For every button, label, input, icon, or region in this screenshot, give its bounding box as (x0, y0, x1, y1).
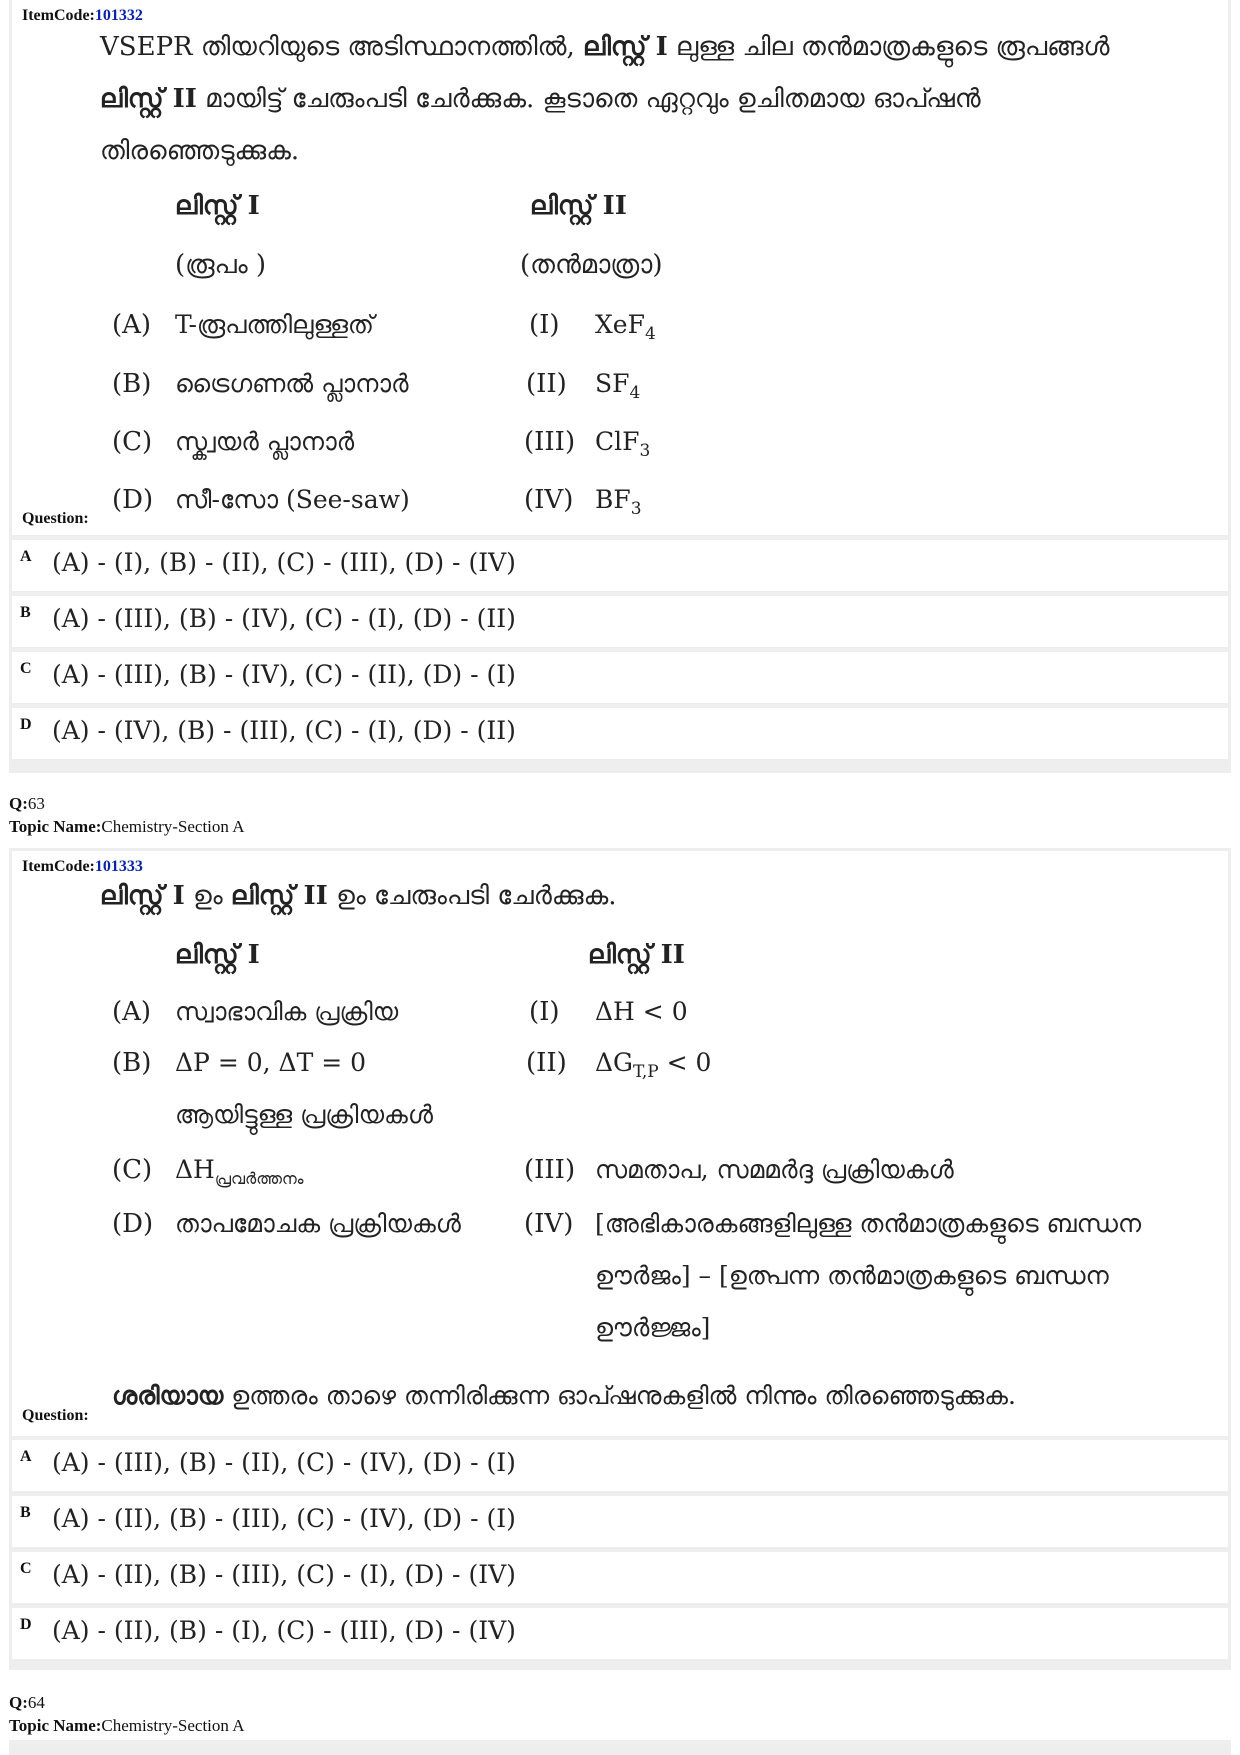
question-62-block (9, 0, 1231, 773)
option-c[interactable] (12, 652, 1228, 703)
option-letter: D (20, 716, 32, 733)
question-number: Q:64 (9, 1693, 45, 1712)
option-letter: B (20, 604, 31, 621)
list-1-header: ലിസ്റ്റ് I (175, 940, 260, 970)
list-1-subheader: (രൂപം ) (175, 250, 267, 280)
option-letter: D (20, 1616, 32, 1633)
topic-name: Topic Name:Chemistry-Section A (9, 817, 245, 836)
question-62-content: ItemCode:101332 VSEPR തിയറിയുടെ അടിസ്ഥാനത്തിൽ, ലിസ്റ്റ് I ലുള്ള ചില തൻമാത്രകളുടെ രൂപങ്ങൾ ലിസ്റ്റ് II മായിട്ട് ചേരുംപടി ചേർക്കുക. കൂടാതെ ഏറ്റവും ഉചിതമായ ഓപ്ഷൻ തിരഞ്ഞെടുക്കുക. ലിസ്റ്റ് I ലിസ്റ്റ് II (രൂപം ) (തൻമാത്രാ) (A) T-രൂപത്തിലുള്ളത് (I) XeF$_4$ (B) ട്രൈഗണൽ പ്ലാനാർ (II) $SF_4$ (C) സ്ക്വയർ പ്ലാനാർ (III) ClF$_3$ (D) സീ-സോ (See-saw) (IV) $BF_3$ Question: (12, 0, 1228, 535)
option-letter: A (20, 548, 32, 565)
option-b[interactable] (12, 1496, 1228, 1547)
question-63-content: ItemCode:101333 ലിസ്റ്റ് I ഉം ലിസ്റ്റ് II ഉം ചേരുംപടി ചേർക്കുക. ലിസ്റ്റ് I ലിസ്റ്റ് II (A) സ്വാഭാവിക പ്രക്രിയ (I) ΔH < 0 (B) ΔP = 0, ΔT = 0 ആയിട്ടുള്ള പ്രക്രിയകൾ (II) $\Delta G_{T,P} < 0$ (C) $\Delta H_{പ്രവർത്തനം}$ (III) സമതാപ, സമമർദ്ദ പ്രക്രിയകൾ (D) താപമോചക പ്രക്രിയകൾ (IV) [അഭികാരകങ്ങളിലുള്ള തൻമാത്രകളുടെ ബന്ധന ഊർജം] – [ഉത്പന്ന തൻമാത്രകളുടെ ബന്ധന ഊർജ്ജം] ശരിയായ ഉത്തരം താഴെ തന്നിരിക്കുന്ന ഓപ്ഷനുകളിൽ നിന്നും തിരഞ്ഞെടുക്കുക. Question: (12, 851, 1228, 1436)
question-stem-line-3: തിരഞ്ഞെടുക്കുക. (100, 136, 300, 166)
option-text: (A) - (IV), (B) - (III), (C) - (I), (D) - (II) (52, 716, 516, 745)
question-64-block (9, 1740, 1231, 1755)
option-text: (A) - (II), (B) - (III), (C) - (IV), (D) - (I) (52, 1504, 516, 1533)
list-2-header: ലിസ്റ്റ് II (530, 191, 627, 221)
option-letter: A (20, 1448, 32, 1465)
question-label: Question: (22, 1407, 89, 1424)
question-number: Q:63 (9, 794, 45, 813)
option-a[interactable] (12, 540, 1228, 591)
option-c[interactable] (12, 1552, 1228, 1603)
list-2-header: ലിസ്റ്റ് II (588, 940, 685, 970)
question-label: Question: (22, 510, 89, 527)
topic-name: Topic Name:Chemistry-Section A (9, 1716, 245, 1735)
option-letter: C (20, 1560, 32, 1577)
option-text: (A) - (II), (B) - (III), (C) - (I), (D) - (IV) (52, 1560, 516, 1589)
option-text: (A) - (I), (B) - (II), (C) - (III), (D) - (IV) (52, 548, 516, 577)
question-63-block (9, 848, 1231, 1670)
option-text: (A) - (III), (B) - (II), (C) - (IV), (D) - (I) (52, 1448, 516, 1477)
question-stem-line-1: VSEPR തിയറിയുടെ അടിസ്ഥാനത്തിൽ, ലിസ്റ്റ് I ലുള്ള ചില തൻമാത്രകളുടെ രൂപങ്ങൾ (100, 32, 1110, 62)
option-text: (A) - (III), (B) - (IV), (C) - (II), (D) - (I) (52, 660, 516, 689)
option-d[interactable] (12, 708, 1228, 759)
list-1-header: ലിസ്റ്റ് I (175, 191, 260, 221)
item-code: ItemCode:101333 (22, 858, 143, 875)
list-2-subheader: (തൻമാത്രാ) (520, 250, 663, 280)
question-stem-line-2: ലിസ്റ്റ് II മായിട്ട് ചേരുംപടി ചേർക്കുക. കൂടാതെ ഏറ്റവും ഉചിതമായ ഓപ്ഷൻ (100, 84, 981, 114)
option-d[interactable] (12, 1608, 1228, 1659)
option-letter: C (20, 660, 32, 677)
option-b[interactable] (12, 596, 1228, 647)
option-letter: B (20, 1504, 31, 1521)
question-instruction: ശരിയായ ഉത്തരം താഴെ തന്നിരിക്കുന്ന ഓപ്ഷനുകളിൽ നിന്നും തിരഞ്ഞെടുക്കുക. (112, 1381, 1016, 1410)
option-text: (A) - (III), (B) - (IV), (C) - (I), (D) - (II) (52, 604, 516, 633)
item-code: ItemCode:101332 (22, 7, 143, 24)
option-text: (A) - (II), (B) - (I), (C) - (III), (D) - (IV) (52, 1616, 516, 1645)
option-a[interactable] (12, 1440, 1228, 1491)
question-stem: ലിസ്റ്റ് I ഉം ലിസ്റ്റ് II ഉം ചേരുംപടി ചേർക്കുക. (100, 881, 617, 911)
